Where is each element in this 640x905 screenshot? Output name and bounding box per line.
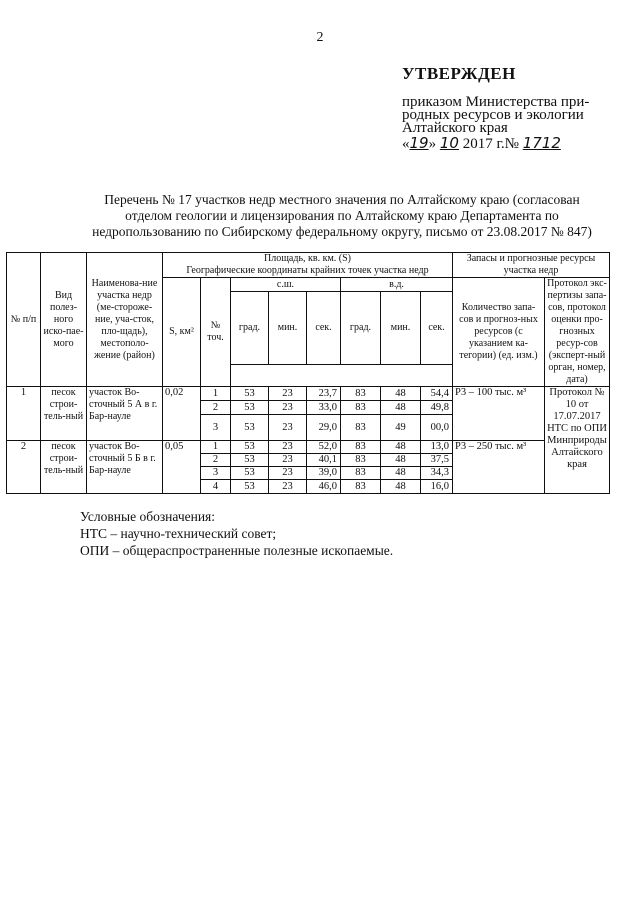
lat-min: 23	[269, 441, 307, 454]
header-lon: в.д.	[341, 278, 453, 292]
point-no: 3	[201, 467, 231, 480]
header-point: № точ.	[201, 278, 231, 387]
header-lat-min: мин.	[269, 292, 307, 365]
point-no: 1	[201, 441, 231, 454]
lon-deg: 83	[341, 454, 381, 467]
lat-min: 23	[269, 401, 307, 415]
table-row	[7, 441, 610, 454]
lat-deg: 53	[231, 387, 269, 401]
lat-deg: 53	[231, 467, 269, 480]
lon-min: 48	[381, 401, 421, 415]
point-no: 2	[201, 401, 231, 415]
header-lat-deg: град.	[231, 292, 269, 365]
header-area: S, км²	[163, 278, 201, 387]
handwritten-order-number: 1712	[522, 134, 561, 152]
header-lon-min: мин.	[381, 292, 421, 365]
lat-deg: 53	[231, 454, 269, 467]
legend-title: Условные обозначения:	[80, 509, 216, 524]
approval-order	[402, 96, 612, 135]
lat-min: 23	[269, 467, 307, 480]
legend-item: НТС – научно-технический совет;	[80, 526, 277, 541]
date-mid: »	[428, 136, 440, 152]
point-no: 3	[201, 415, 231, 441]
header-lat: с.ш.	[231, 278, 341, 292]
list-title: Перечень № 17 участков недр местного значения по Алтайскому краю (согласован отделом геологии и лицензирования по Алтайскому краю Департамента по недропользованию по Сибирскому федеральному округу, письмо от 23.08.2017 № 847)	[92, 192, 592, 239]
date-year: 2017 г.№	[458, 136, 523, 152]
lat-deg: 53	[231, 480, 269, 494]
lon-min: 49	[381, 415, 421, 441]
point-no: 1	[201, 387, 231, 401]
header-coords-group: Географические координаты крайних точек участка недр	[186, 265, 429, 276]
lon-sec: 49,8	[421, 401, 453, 415]
lon-deg: 83	[341, 467, 381, 480]
lat-sec: 52,0	[307, 441, 341, 454]
header-quantity: Количество запа-сов и прогноз-ных ресурсов (с указанием ка-тегории) (ед. изм.)	[453, 278, 545, 387]
point-no: 2	[201, 454, 231, 467]
page-number: 2	[316, 30, 324, 45]
site-num: 1	[7, 387, 41, 441]
header-num: № п/п	[7, 253, 41, 387]
date-open: «	[402, 136, 410, 152]
lon-min: 48	[381, 441, 421, 454]
lon-sec: 34,3	[421, 467, 453, 480]
legend	[80, 508, 393, 559]
lon-deg: 83	[341, 441, 381, 454]
site-name: участок Во-сточный 5 Б в г. Бар-науле	[87, 441, 163, 494]
approval-heading: УТВЕРЖДЕН	[402, 64, 516, 83]
lat-sec: 46,0	[307, 480, 341, 494]
lon-min: 48	[381, 387, 421, 401]
lon-deg: 83	[341, 387, 381, 401]
header-lat-sec: сек.	[307, 292, 341, 365]
site-quantity: Р3 – 100 тыс. м³	[453, 387, 545, 441]
lat-deg: 53	[231, 401, 269, 415]
lon-deg: 83	[341, 401, 381, 415]
lon-deg: 83	[341, 415, 381, 441]
order-line: приказом Министерства при-	[402, 94, 590, 110]
site-name: участок Во-сточный 5 А в г. Бар-науле	[87, 387, 163, 441]
header-protocol: Протокол экс-пертизы запа-сов, протокол оценки про-гнозных ресур-сов (эксперт-ный орган, номер, дата)	[545, 278, 610, 387]
lat-min: 23	[269, 480, 307, 494]
site-type: песок строи-тель-ный	[41, 441, 87, 494]
site-type: песок строи-тель-ный	[41, 387, 87, 441]
lon-min: 48	[381, 467, 421, 480]
lon-deg: 83	[341, 480, 381, 494]
lon-sec: 16,0	[421, 480, 453, 494]
lon-min: 48	[381, 480, 421, 494]
subsoil-sites-table	[6, 252, 610, 494]
lat-deg: 53	[231, 415, 269, 441]
header-area-coords	[163, 253, 453, 278]
lat-min: 23	[269, 454, 307, 467]
lon-min: 48	[381, 454, 421, 467]
table-row	[7, 387, 610, 401]
site-area: 0,05	[163, 441, 201, 494]
lat-sec: 39,0	[307, 467, 341, 480]
header-type: Вид полез-ного иско-пае-мого	[41, 253, 87, 387]
lon-sec: 54,4	[421, 387, 453, 401]
lat-sec: 40,1	[307, 454, 341, 467]
lat-min: 23	[269, 415, 307, 441]
header-site: Наименова-ние участка недр (ме-стороже-ние, уча-сток, пло-щадь), местополо-жение (район)	[87, 253, 163, 387]
handwritten-month: 10	[439, 134, 459, 152]
lon-sec: 13,0	[421, 441, 453, 454]
lat-sec: 33,0	[307, 401, 341, 415]
site-quantity: Р3 – 250 тыс. м³	[453, 441, 545, 494]
header-lon-deg: град.	[341, 292, 381, 365]
lat-min: 23	[269, 387, 307, 401]
lon-sec: 00,0	[421, 415, 453, 441]
order-line: родных ресурсов и экологии	[402, 107, 584, 123]
lat-sec: 29,0	[307, 415, 341, 441]
legend-item: ОПИ – общераспространенные полезные ископаемые.	[80, 543, 394, 558]
site-num: 2	[7, 441, 41, 494]
header-lon-sec: сек.	[421, 292, 453, 365]
point-no: 4	[201, 480, 231, 494]
approval-date-line	[402, 134, 561, 153]
lat-deg: 53	[231, 441, 269, 454]
site-protocol: Протокол № 10 от 17.07.2017 НТС по ОПИ Минприроды Алтайского края	[545, 387, 610, 494]
header-area-group: Площадь, кв. км. (S)	[264, 253, 351, 264]
lon-sec: 37,5	[421, 454, 453, 467]
lat-sec: 23,7	[307, 387, 341, 401]
header-reserves-group: Запасы и прогнозные ресурсы участка недр	[453, 253, 610, 278]
site-area: 0,02	[163, 387, 201, 441]
handwritten-day: 19	[409, 134, 429, 152]
order-line: Алтайского края	[402, 120, 508, 136]
